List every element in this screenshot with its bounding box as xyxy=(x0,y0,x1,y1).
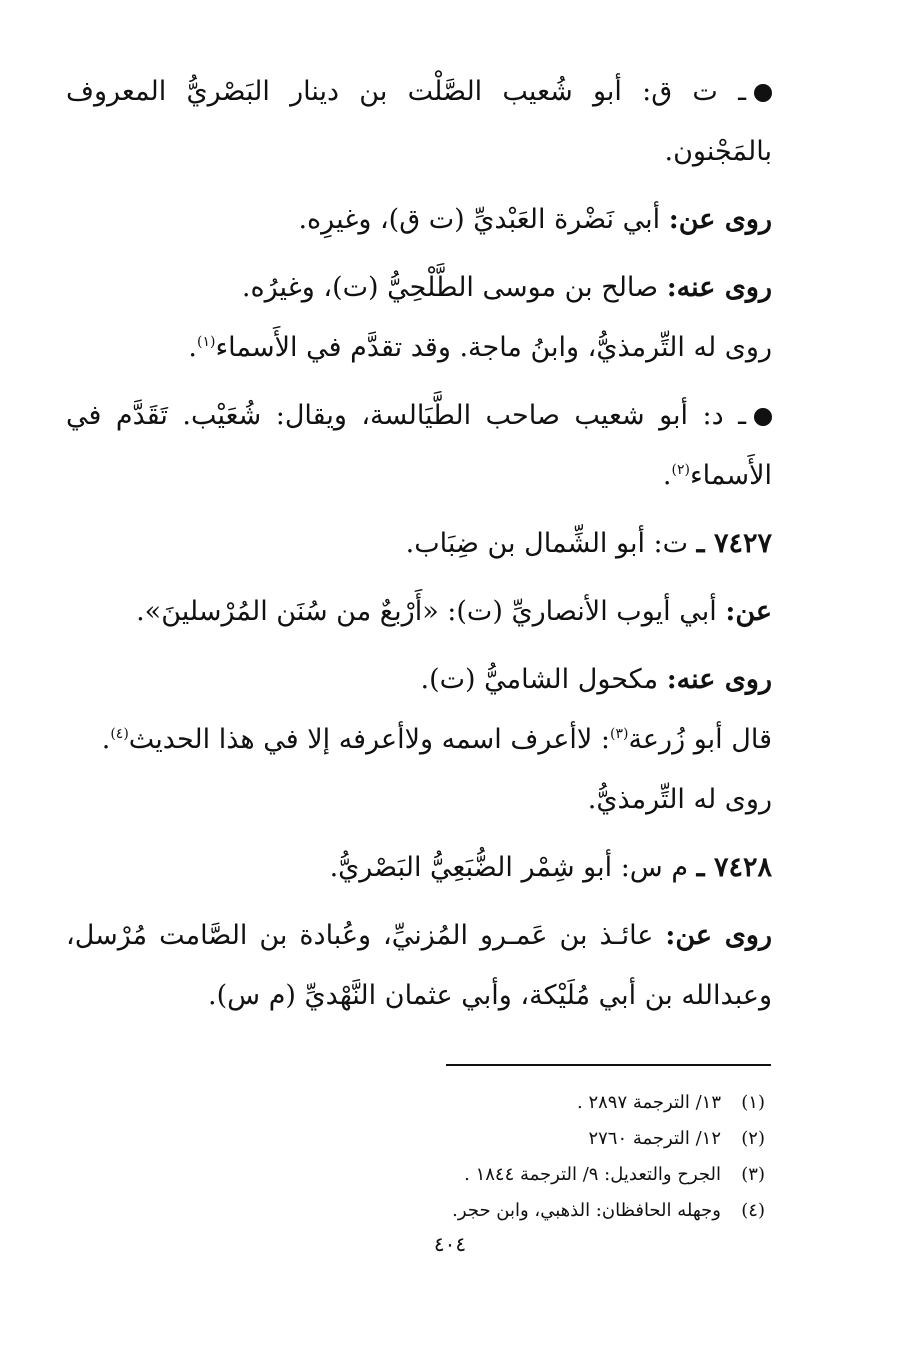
footnote-ref-2: (٢) xyxy=(671,462,690,478)
entry-2-heading: ـ د: أبو شعيب صاحب الطَّيَالسة، ويقال: شُعَيْب. تَقَدَّم في الأَسماء$^{(٢)}$. xyxy=(66,400,772,491)
entry-7428-rawa-an: روى عن: عائـذ بن عَمـرو المُزنيِّ، وعُبادة بن الصَّامت مُرْسل، وعبدالله بن أبي مُلَيْكة، وأبي عثمان النَّهْديِّ (م س). xyxy=(66,920,772,1011)
page-body xyxy=(66,62,772,1034)
bullet-icon xyxy=(754,408,772,426)
footnote-ref-1: (١) xyxy=(197,334,216,350)
entry-7427-rawa-anhu: روى عنه: مكحول الشاميُّ (ت). xyxy=(420,664,772,695)
entry-1-rawa-lahu: روى له التِّرمذيُّ، وابنُ ماجة. وقد تقدَّم في الأَسماء$^{(١)}$. xyxy=(188,332,772,363)
entry-1-rawa-an: روى عن: أبي نَضْرة العَبْديِّ (ت ق)، وغيرِه. xyxy=(298,204,772,235)
entry-7427-qala: قال أبو زُرعة$^{(٣)}$: لاأعرف اسمه ولاأعرفه إلا في هذا الحديث$^{(٤)}$. xyxy=(101,724,772,755)
rawa-anhu-label: روى عنه: xyxy=(666,664,772,695)
entry-7427-an: عن: أبي أيوب الأنصاريِّ (ت): «أَرْبعٌ من سُنَن المُرْسلينَ». xyxy=(136,596,772,627)
entry-1-rawa-anhu: روى عنه: صالح بن موسى الطَّلْحِيُّ (ت)، وغيرُه. xyxy=(241,272,772,303)
rawa-an-label: روى عن: xyxy=(665,920,772,951)
rawa-anhu-label: روى عنه: xyxy=(666,272,772,303)
page-number: ٤٠٤ xyxy=(433,1232,467,1256)
entry-1-heading: ـ ت ق: أبو شُعيب الصَّلْت بن دينار البَصْريُّ المعروف بالمَجْنون. xyxy=(66,76,772,167)
an-label: عن: xyxy=(725,596,772,627)
footnote-1: (١)١٣/ الترجمة ٢٨٩٧ . xyxy=(576,1092,765,1113)
footnote-3: (٣)الجرح والتعديل: ٩/ الترجمة ١٨٤٤ . xyxy=(464,1164,765,1185)
entry-number: ٧٤٢٧ ـ xyxy=(696,528,772,559)
entry-number: ٧٤٢٨ ـ xyxy=(696,852,772,883)
footnote-4: (٤)وجهله الحافظان: الذهبي، وابن حجر. xyxy=(452,1200,765,1221)
entry-7427-rawa-lahu: روى له التِّرمذيُّ. xyxy=(587,784,772,815)
footnote-2: (٢)١٢/ الترجمة ٢٧٦٠ xyxy=(588,1128,765,1149)
entry-7427-heading: ٧٤٢٧ ـ ت: أبو الشِّمال بن ضِبَاب. xyxy=(405,528,772,559)
entry-7428-heading: ٧٤٢٨ ـ م س: أبو شِمْر الضُّبَعِيُّ البَصْريُّ. xyxy=(329,852,772,883)
bullet-icon xyxy=(754,84,772,102)
footnotes xyxy=(360,1085,765,1229)
footnote-ref-4: (٤) xyxy=(110,726,129,742)
rawa-an-label: روى عن: xyxy=(668,204,772,235)
footnote-divider xyxy=(446,1064,771,1066)
footnote-ref-3: (٣) xyxy=(609,726,629,742)
